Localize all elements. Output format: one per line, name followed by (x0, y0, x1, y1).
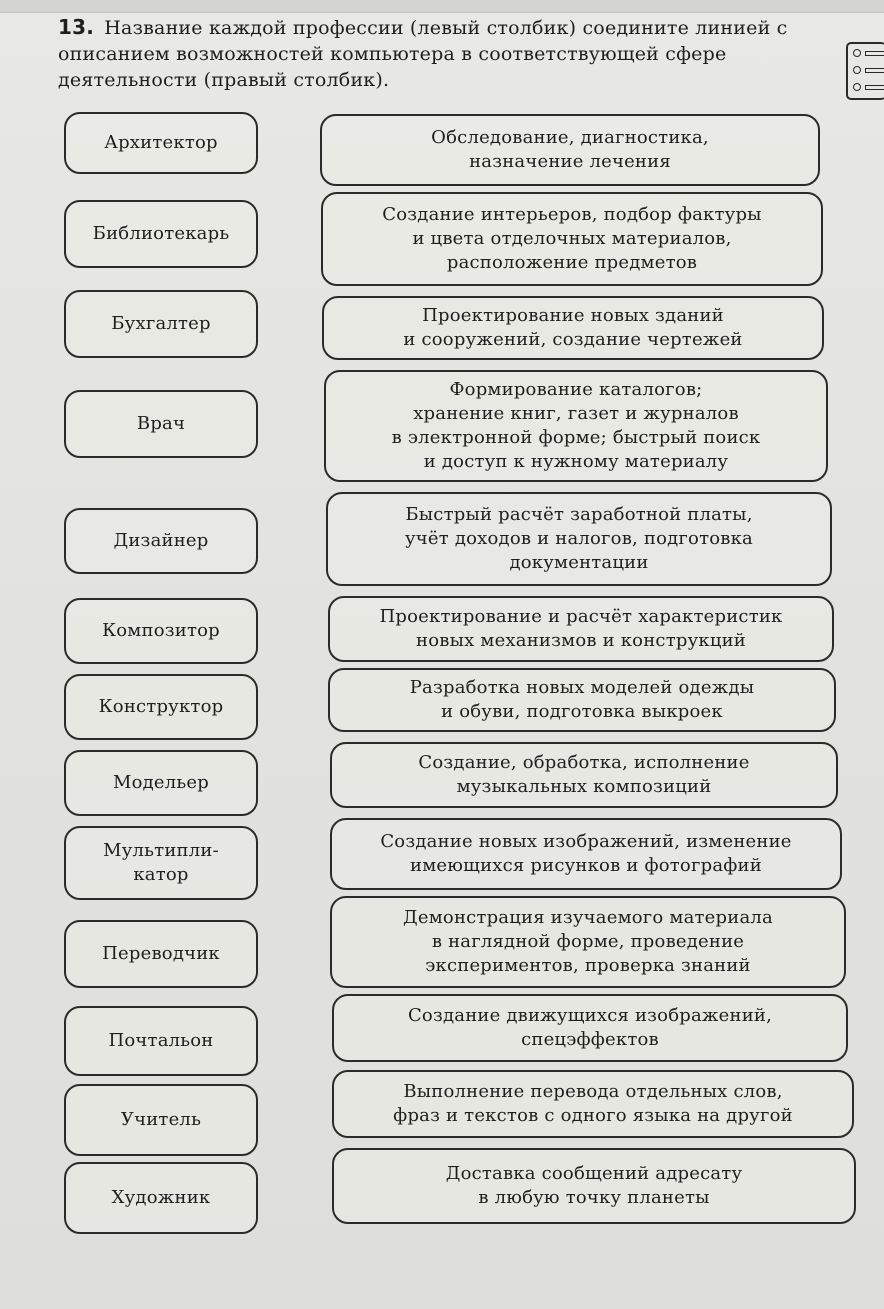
profession-box[interactable] (64, 826, 258, 900)
task-type-icon (846, 42, 884, 100)
description-text: Проектирование и расчёт характеристик новых механизмов и конструкций (379, 606, 783, 651)
profession-label: Архитектор (104, 132, 218, 153)
description-text: Создание, обработка, исполнение музыкальных композиций (418, 752, 750, 797)
profession-box[interactable] (64, 112, 258, 174)
description-box[interactable] (332, 1070, 854, 1138)
description-text: Демонстрация изучаемого материала в наглядной форме, проведение экспериментов, проверка знаний (403, 907, 773, 976)
profession-label: Бухгалтер (111, 313, 211, 334)
description-text: Выполнение перевода отдельных слов, фраз и текстов с одного языка на другой (393, 1081, 793, 1126)
description-box[interactable] (322, 296, 824, 360)
profession-label: Модельер (112, 772, 209, 793)
description-box[interactable] (328, 596, 834, 662)
profession-label: Конструктор (98, 696, 224, 717)
description-text: Доставка сообщений адресату в любую точку планеты (445, 1163, 743, 1208)
profession-box[interactable] (64, 200, 258, 268)
profession-box[interactable] (64, 674, 258, 740)
profession-box[interactable] (64, 750, 258, 816)
profession-box[interactable] (64, 920, 258, 988)
profession-label: Переводчик (102, 943, 220, 964)
profession-label: Композитор (102, 620, 220, 641)
profession-box[interactable] (64, 290, 258, 358)
profession-box[interactable] (64, 598, 258, 664)
description-box[interactable] (332, 1148, 856, 1224)
task-text: Название каждой профессии (левый столбик) соедините линией с описанием возможностей компьютера в соответствующей сфере деятельности (правый столбик). (58, 17, 788, 91)
description-text: Обследование, диагностика, назначение лечения (431, 127, 709, 172)
description-box[interactable] (330, 742, 838, 808)
profession-label: Дизайнер (113, 530, 209, 551)
profession-label: Библиотекарь (92, 223, 230, 244)
profession-box[interactable] (64, 390, 258, 458)
description-text: Проектирование новых зданий и сооружений, создание чертежей (403, 305, 743, 350)
profession-box[interactable] (64, 1084, 258, 1156)
description-box[interactable] (332, 994, 848, 1062)
description-text: Разработка новых моделей одежды и обуви, подготовка выкроек (409, 677, 755, 722)
description-box[interactable] (324, 370, 828, 482)
description-box[interactable] (320, 114, 820, 186)
description-box[interactable] (321, 192, 823, 286)
description-text: Создание новых изображений, изменение имеющихся рисунков и фотографий (380, 831, 792, 876)
profession-box[interactable] (64, 1162, 258, 1234)
task-number: 13. (58, 15, 95, 39)
description-box[interactable] (328, 668, 836, 732)
profession-label: Мультипли- катор (103, 840, 219, 885)
page-top-edge (0, 0, 884, 13)
description-text: Создание интерьеров, подбор фактуры и цвета отделочных материалов, расположение предметов (382, 204, 762, 273)
description-box[interactable] (330, 818, 842, 890)
description-text: Быстрый расчёт заработной платы, учёт доходов и налогов, подготовка документации (405, 504, 753, 573)
profession-box[interactable] (64, 1006, 258, 1076)
profession-label: Врач (136, 413, 186, 434)
profession-box[interactable] (64, 508, 258, 574)
description-text: Формирование каталогов; хранение книг, газет и журналов в электронной форме; быстрый поиск и доступ к нужному материалу (391, 379, 761, 472)
profession-label: Почтальон (108, 1030, 214, 1051)
profession-label: Художник (111, 1187, 211, 1208)
task-header (58, 14, 828, 93)
profession-label: Учитель (120, 1109, 202, 1130)
description-box[interactable] (326, 492, 832, 586)
description-box[interactable] (330, 896, 846, 988)
description-text: Создание движущихся изображений, спецэффектов (407, 1005, 773, 1050)
